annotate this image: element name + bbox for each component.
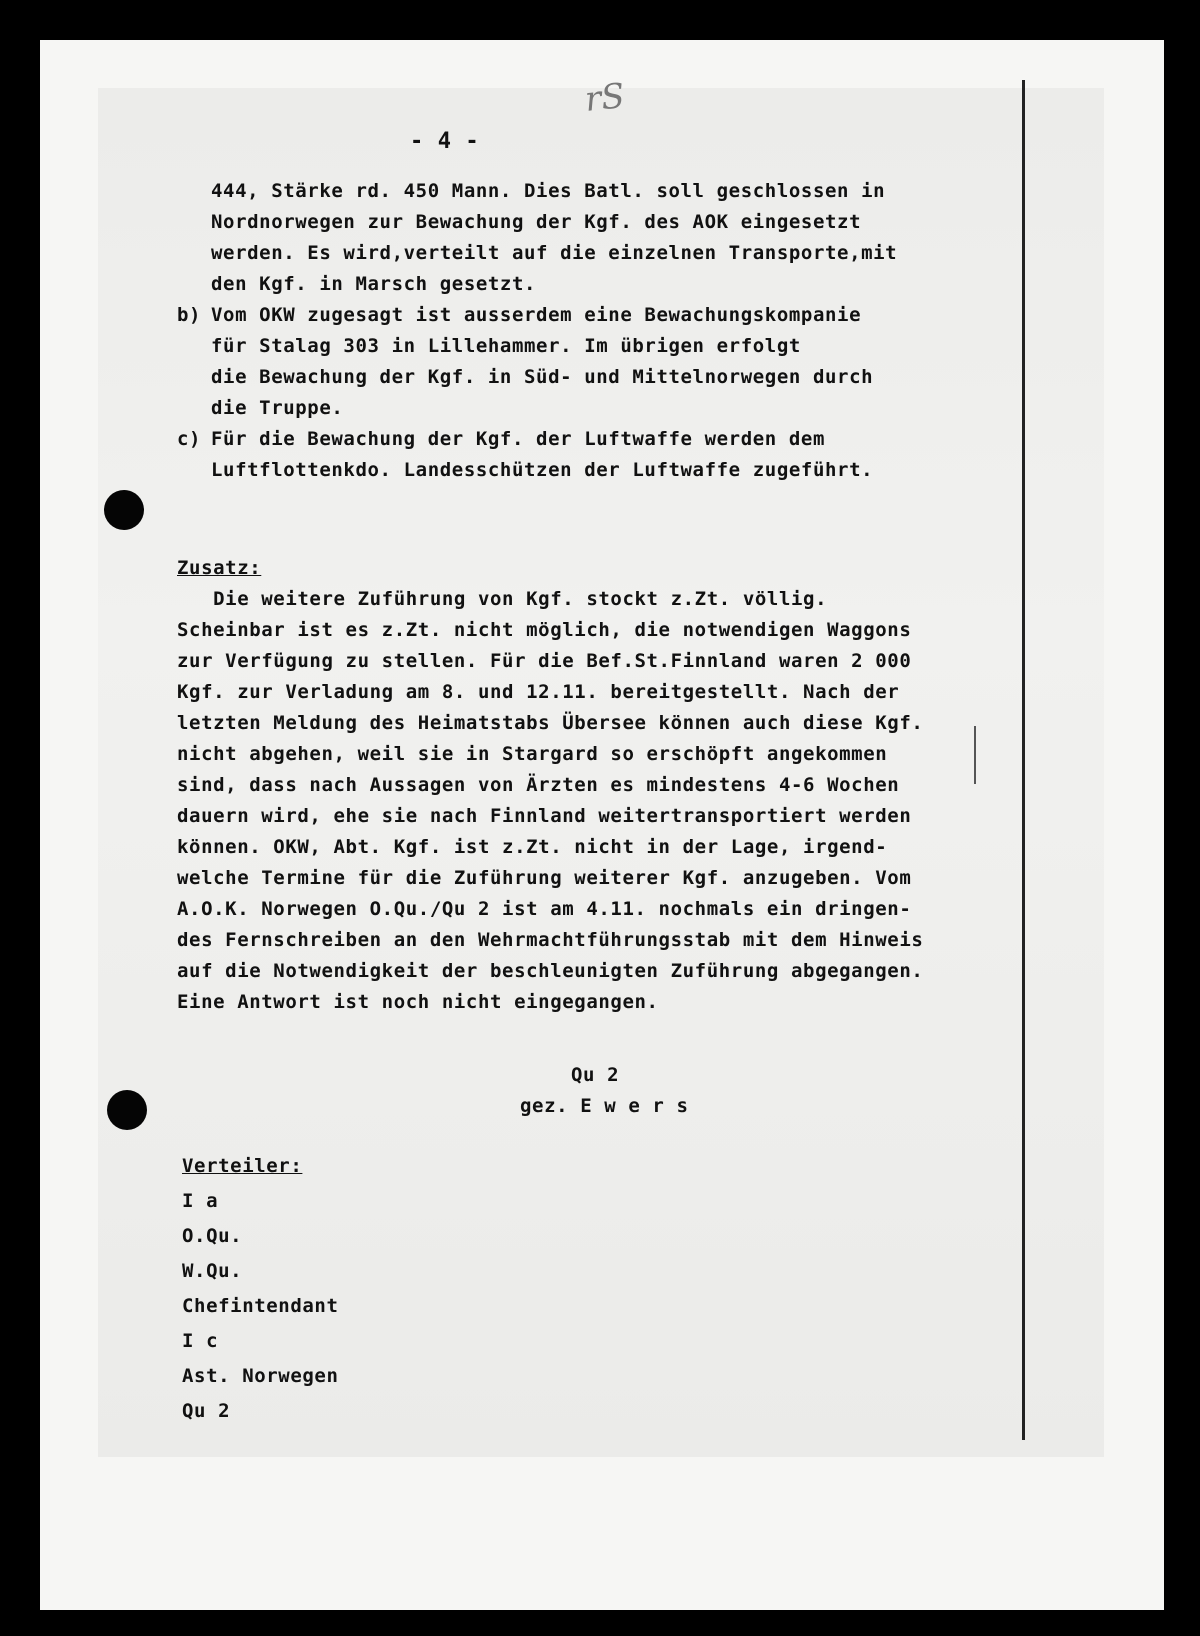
- section-b-line: für Stalag 303 in Lillehammer. Im übrigen erfolgt: [211, 335, 801, 357]
- section-a-line: Nordnorwegen zur Bewachung der Kgf. des AOK eingesetzt: [211, 211, 862, 233]
- section-c: [211, 424, 874, 517]
- section-a-line: den Kgf. in Marsch gesetzt.: [211, 273, 537, 295]
- verteiler-item: I c: [182, 1330, 219, 1352]
- zusatz-line: Scheinbar ist es z.Zt. nicht möglich, die notwendigen Waggons: [177, 619, 912, 641]
- section-c-line: Für die Bewachung der Kgf. der Luftwaffe werden dem: [211, 428, 825, 450]
- punch-hole-bottom: [107, 1090, 147, 1130]
- page-number: - 4 -: [410, 129, 480, 154]
- zusatz-line: Eine Antwort ist noch nicht eingegangen.: [177, 991, 659, 1013]
- handwritten-mark: rS: [583, 76, 627, 120]
- zusatz-line: letzten Meldung des Heimatstabs Übersee können auch diese Kgf.: [177, 712, 924, 734]
- zusatz-line: können. OKW, Abt. Kgf. ist z.Zt. nicht in der Lage, irgend-: [177, 836, 888, 858]
- verteiler-item: Chefintendant: [182, 1295, 339, 1317]
- section-b-marker: b): [177, 304, 202, 326]
- section-c-line: Luftflottenkdo. Landesschützen der Luftwaffe zugeführt.: [211, 459, 874, 481]
- zusatz-line: nicht abgehen, weil sie in Stargard so erschöpft angekommen: [177, 743, 888, 765]
- zusatz-heading: Zusatz:: [177, 557, 262, 579]
- section-b-line: Vom OKW zugesagt ist ausserdem eine Bewachungskompanie: [211, 304, 862, 326]
- verteiler-item: W.Qu.: [182, 1260, 243, 1282]
- zusatz-line: zur Verfügung zu stellen. Für die Bef.St.Finnland waren 2 000: [177, 650, 912, 672]
- zusatz-line: sind, dass nach Aussagen von Ärzten es mindestens 4-6 Wochen: [177, 774, 900, 796]
- verteiler-item: O.Qu.: [182, 1225, 243, 1247]
- section-a-line: werden. Es wird,verteilt auf die einzelnen Transporte,mit: [211, 242, 898, 264]
- section-a-line: 444, Stärke rd. 450 Mann. Dies Batl. soll geschlossen in: [211, 180, 886, 202]
- zusatz-line: auf die Notwendigkeit der beschleunigten Zuführung abgegangen.: [177, 960, 924, 982]
- zusatz-line: welche Termine für die Zuführung weiterer Kgf. anzugeben. Vom: [177, 867, 912, 889]
- verteiler-item: Qu 2: [182, 1400, 231, 1422]
- verteiler-item: I a: [182, 1190, 219, 1212]
- zusatz-line: A.O.K. Norwegen O.Qu./Qu 2 ist am 4.11. nochmals ein dringen-: [177, 898, 912, 920]
- punch-hole-top: [104, 490, 144, 530]
- section-b-line: die Bewachung der Kgf. in Süd- und Mittelnorwegen durch: [211, 366, 874, 388]
- zusatz-line: des Fernschreiben an den Wehrmachtführungsstab mit dem Hinweis: [177, 929, 924, 951]
- zusatz-line: Kgf. zur Verladung am 8. und 12.11. bereitgestellt. Nach der: [177, 681, 900, 703]
- section-c-marker: c): [177, 428, 202, 450]
- zusatz-line: Die weitere Zuführung von Kgf. stockt z.Zt. völlig.: [177, 588, 828, 610]
- zusatz-body: [177, 584, 924, 1049]
- page-edge-shadow: [1022, 80, 1025, 1440]
- verteiler-list: [182, 1186, 339, 1434]
- zusatz-line: dauern wird, ehe sie nach Finnland weitertransportiert werden: [177, 805, 912, 827]
- section-b-line: die Truppe.: [211, 397, 344, 419]
- signature-office: Qu 2: [571, 1064, 620, 1086]
- verteiler-heading: Verteiler:: [182, 1155, 303, 1177]
- signature-name: gez. E w e r s: [520, 1095, 689, 1117]
- margin-mark: [974, 726, 976, 784]
- verteiler-item: Ast. Norwegen: [182, 1365, 339, 1387]
